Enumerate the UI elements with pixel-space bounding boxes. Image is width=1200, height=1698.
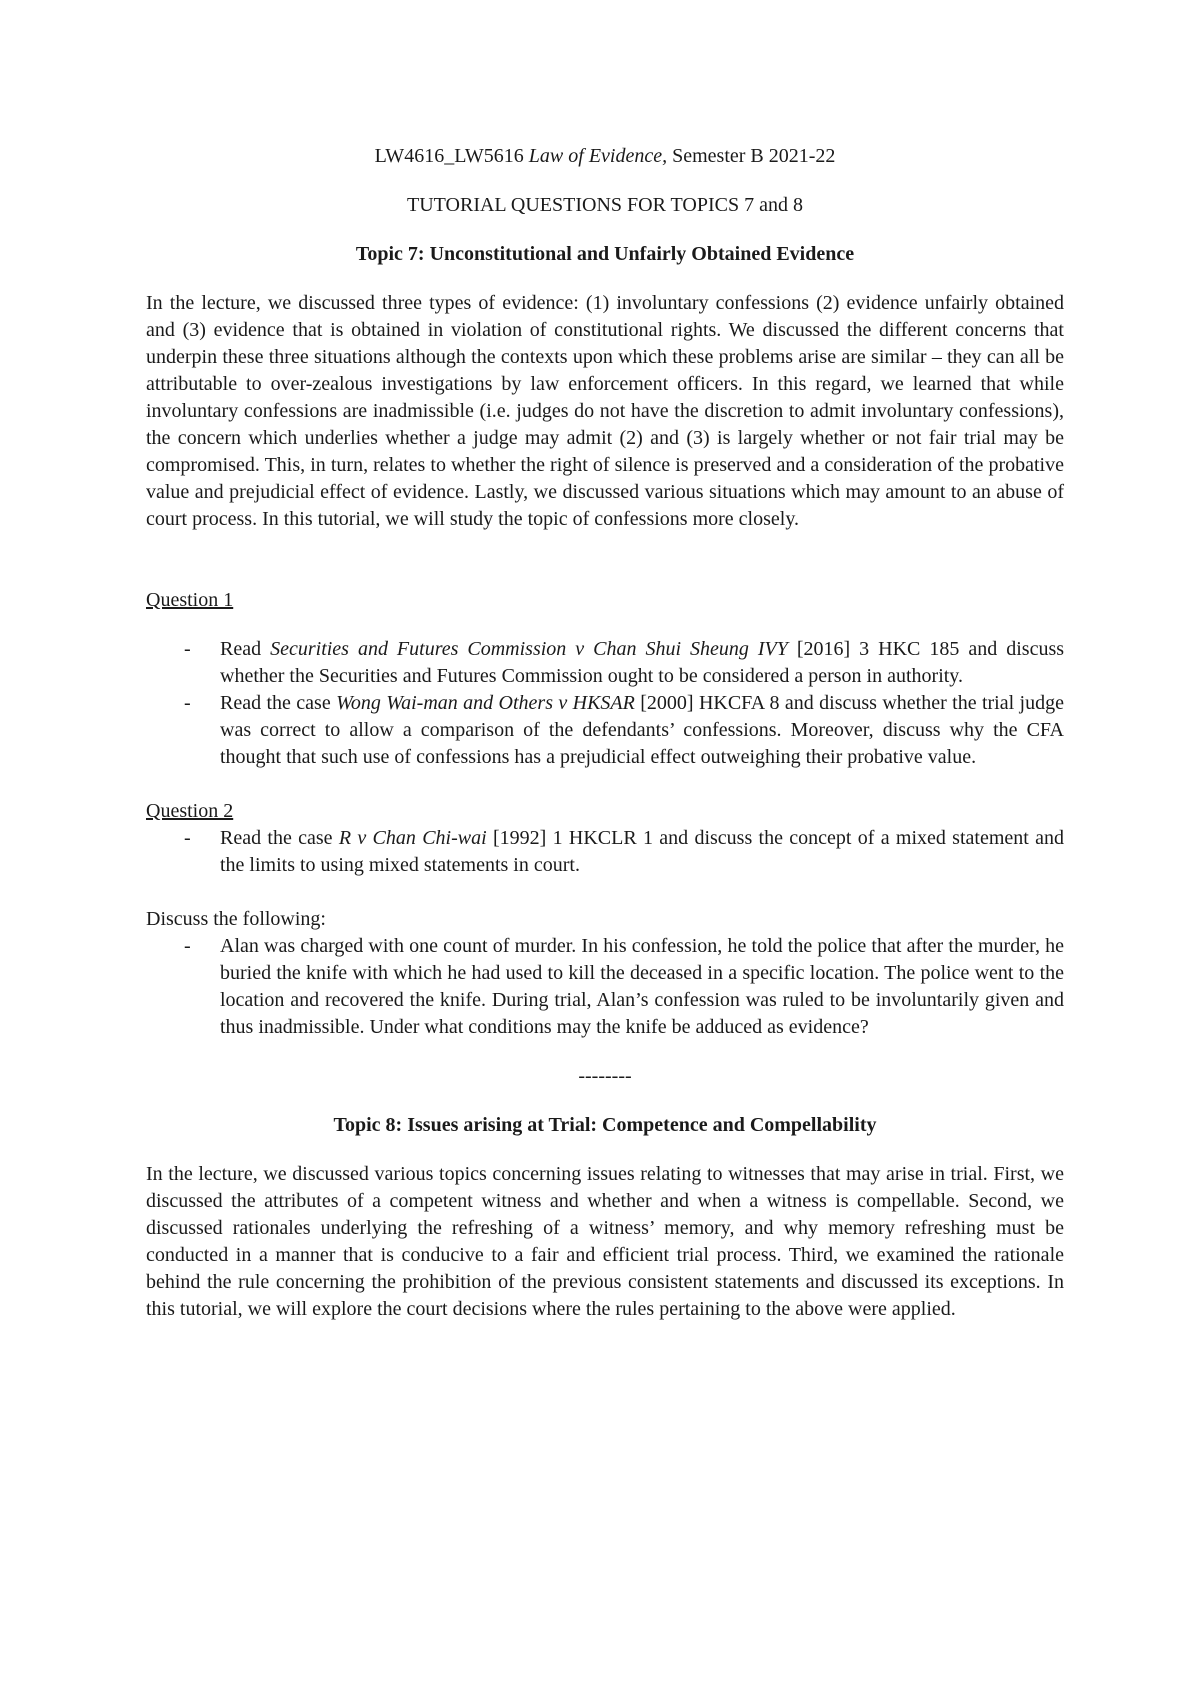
case-name: Securities and Futures Commission v Chan Shui Sheung IVY [270, 638, 788, 660]
item-text: Read [220, 638, 271, 660]
semester: Semester B 2021-22 [672, 145, 836, 167]
topic8-intro: In the lecture, we discussed various topics concerning issues relating to witnesses that may arise in trial. First, we discussed the attributes of a competent witness and whether and when a witness is compellable. Second, we discussed rationales underlying the refreshing of a witness’ memory, and why memory refreshing must be conducted in a manner that is conducive to a fair and efficient trial process. Third, we examined the rationale behind the rule concerning the prohibition of the previous consistent statements and discussed its exceptions. In this tutorial, we will explore the court decisions where the rules pertaining to the above were applied. [146, 1163, 1064, 1320]
item-text: Read the case [220, 827, 339, 849]
list-item [146, 636, 1064, 690]
discuss-list [146, 933, 1064, 1041]
topic8-title: Topic 8: Issues arising at Trial: Competence and Compellability [333, 1114, 877, 1136]
item-text: [1992] 1 HKCLR 1 and discuss the concept of a mixed statement and the limits to using mixed statements in court. [220, 827, 1064, 876]
list-item [146, 690, 1064, 771]
document-subtitle: TUTORIAL QUESTIONS FOR TOPICS 7 and 8 [407, 194, 803, 216]
question2-list [146, 825, 1064, 879]
course-header [146, 143, 1064, 170]
list-item [146, 825, 1064, 879]
case-name: R v Chan Chi-wai [338, 827, 487, 849]
question2-label: Question 2 [146, 800, 234, 822]
question1-label: Question 1 [146, 589, 234, 611]
section-separator: -------- [578, 1065, 632, 1087]
item-text: [2016] 3 HKC 185 and discuss whether the Securities and Futures Commission ought to be considered a person in authority. [220, 638, 1065, 687]
item-text: [2000] HKCFA 8 and discuss whether the trial judge was correct to allow a comparison of the defendants’ confessions. Moreover, discuss why the CFA thought that such use of confessions has a prejudicial effect outweighing their probative value. [220, 692, 1064, 768]
question1-heading [146, 587, 1064, 614]
topic7-title: Topic 7: Unconstitutional and Unfairly Obtained Evidence [355, 243, 855, 265]
topic7-intro: In the lecture, we discussed three types of evidence: (1) involuntary confessions (2) evidence unfairly obtained and (3) evidence that is obtained in violation of constitutional rights. We discussed the different concerns that underpin these three situations although the contexts upon which these problems arise are similar – they can all be attributable to over-zealous investigations by law enforcement officers. In this regard, we learned that while involuntary confessions are inadmissible (i.e. judges do not have the discretion to admit involuntary confessions), the concern which underlies whether a judge may admit (2) and (3) is largely whether or not fair trial may be compromised. This, in turn, relates to whether the right of silence is preserved and a consideration of the probative value and prejudicial effect of evidence. Lastly, we discussed various situations which may amount to an abuse of court process. In this tutorial, we will study the topic of confessions more closely. [146, 292, 1064, 530]
case-name: Wong Wai-man and Others v HKSAR [336, 692, 635, 714]
question2-heading [146, 798, 1064, 825]
document-content [146, 143, 1064, 1323]
course-name: Law of Evidence, [528, 145, 668, 167]
item-text: Read the case [220, 692, 337, 714]
list-item: - Alan was charged with one count of murder. In his confession, he told the police that after the murder, he buried the knife with which he had used to kill the deceased in a specific location. The police went to the location and recovered the knife. During trial, Alan’s confession was ruled to be involuntarily given and thus inadmissible. Under what conditions may the knife be adduced as evidence? [146, 933, 1064, 1041]
discuss-label: Discuss the following: [146, 908, 326, 930]
course-code: LW4616_LW5616 [374, 145, 524, 167]
question1-list [146, 636, 1064, 771]
